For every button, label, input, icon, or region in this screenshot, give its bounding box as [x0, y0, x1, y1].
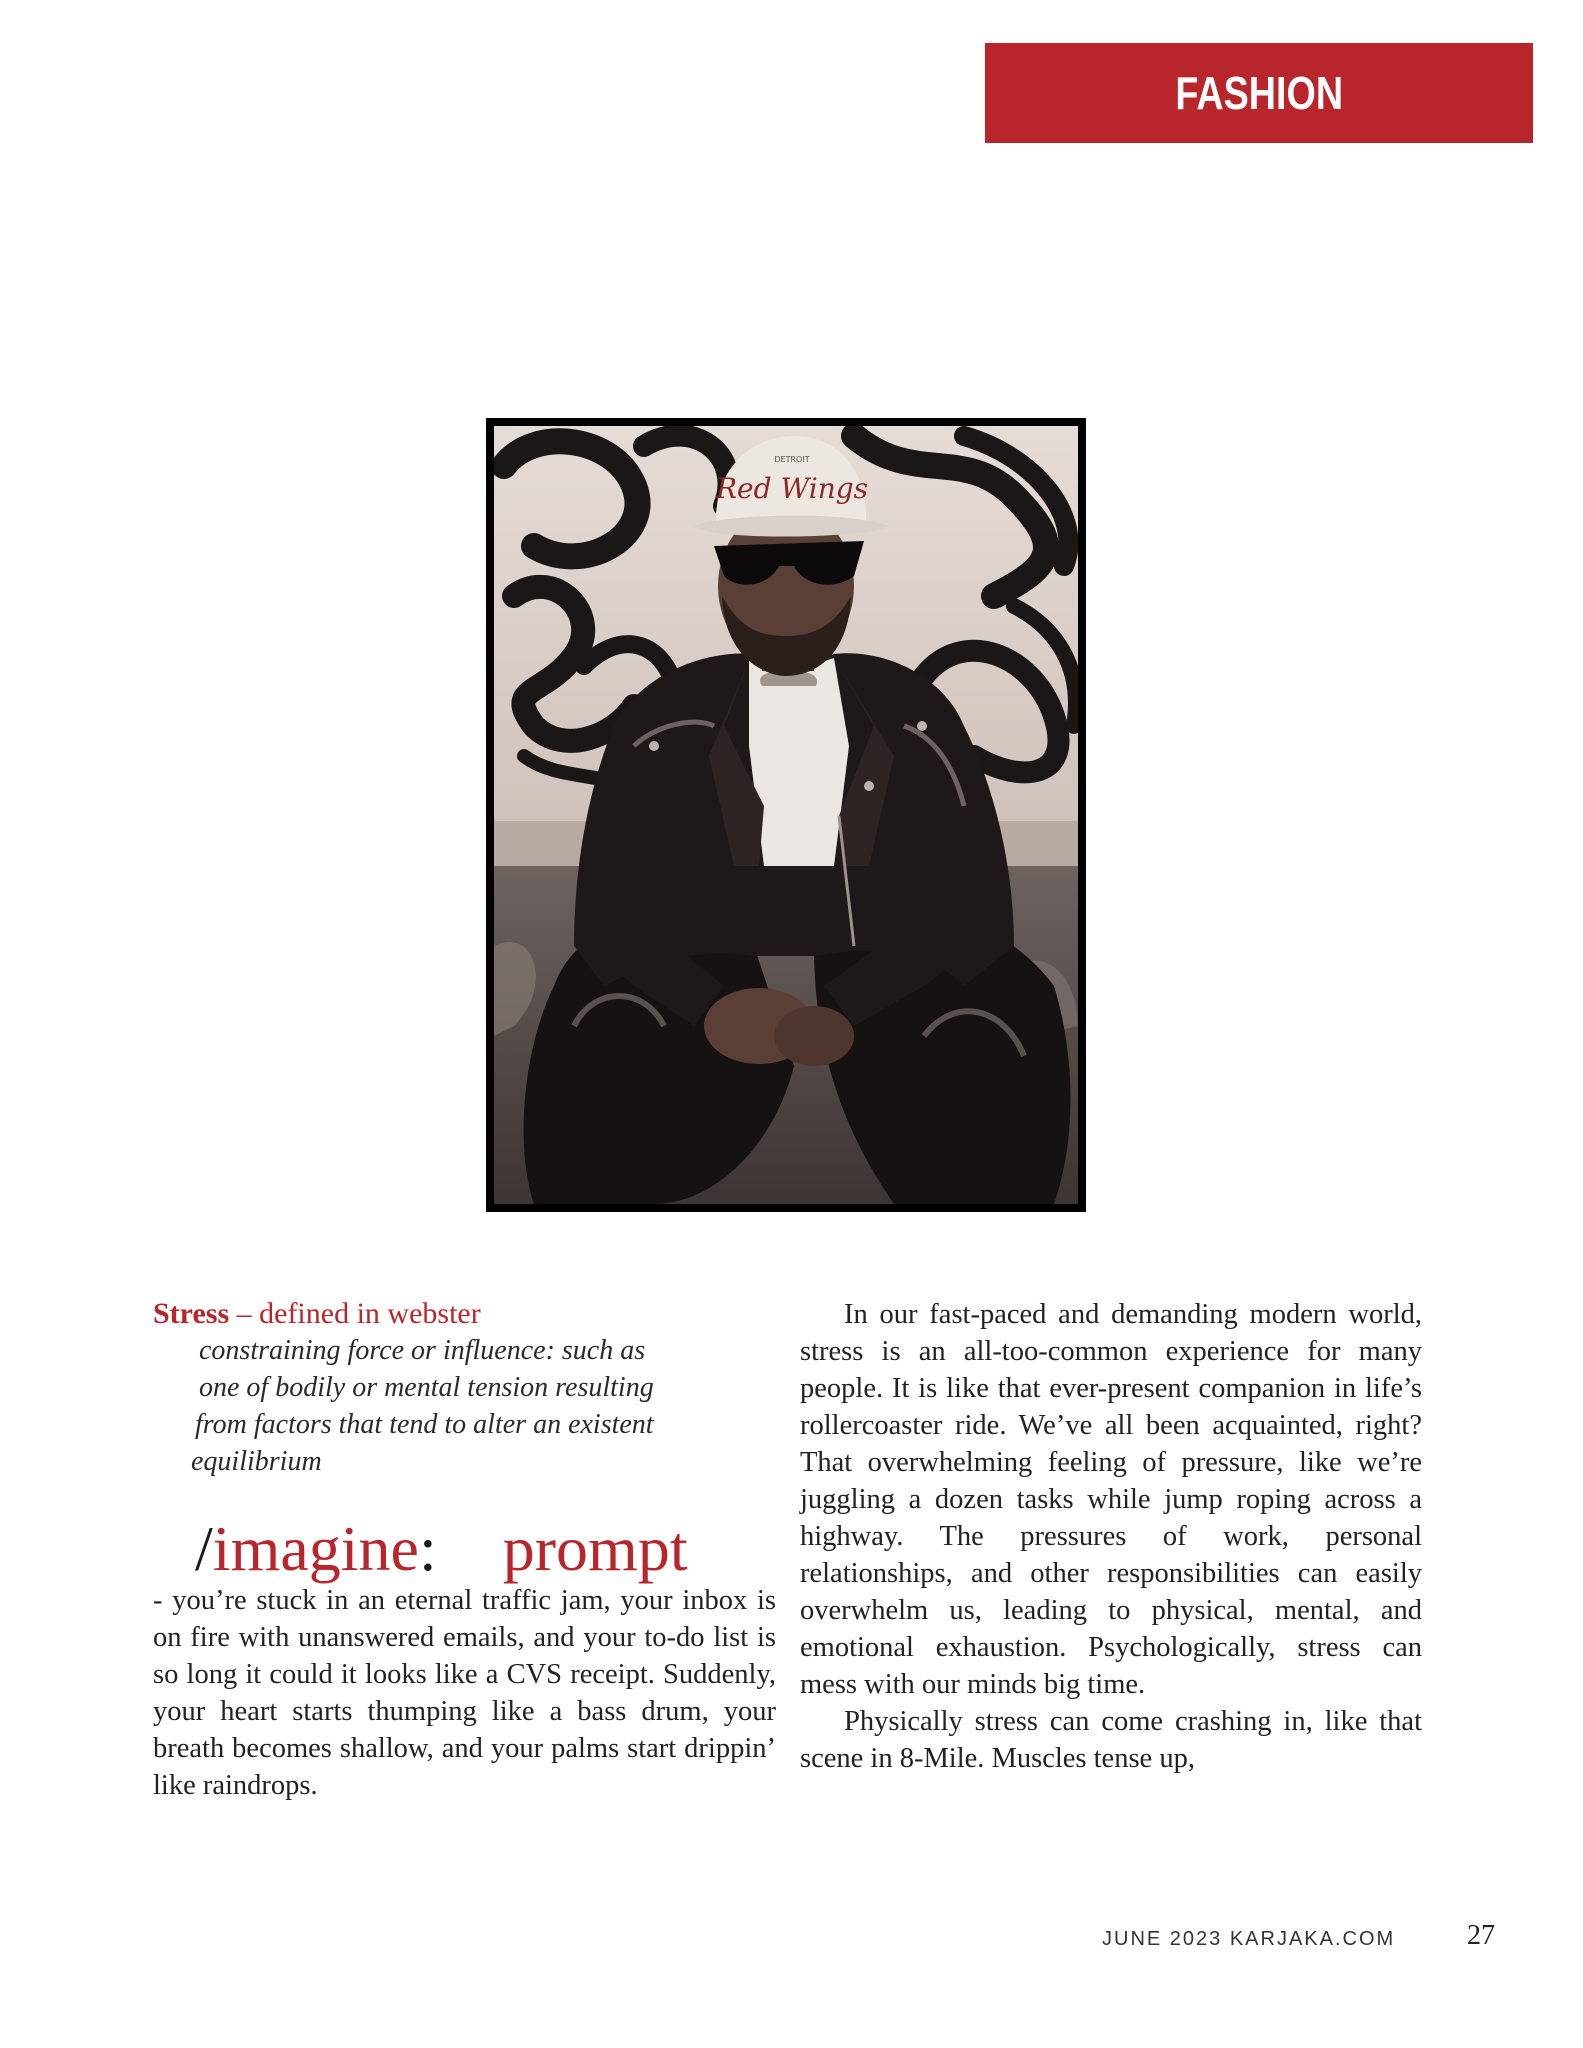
definition-term: Stress: [153, 1297, 230, 1330]
cap-small-text: DETROIT: [774, 455, 810, 464]
cap-logo-text: Red Wings: [715, 472, 869, 505]
section-label: FASHION: [1175, 67, 1343, 119]
definition-heading: [153, 1296, 776, 1332]
portrait-photo: [486, 418, 1086, 1212]
portrait-image: [494, 426, 1078, 1204]
definition-line: constraining force or influence: such as: [199, 1335, 646, 1366]
right-body-paragraph-1: In our fast-paced and demanding modern world, stress is an all-too-common experience for many people. It is like that ever-present companion in life’s rollercoaster ride. We’ve all been acquainted, right? That overwhelming feeling of pressure, like we’re juggling a dozen tasks while jump roping across a highway. The pressures of work, personal relationships, and other responsibilities can easily overwhelm us, leading to physical, mental, and emotional exhaustion. Psychologically, stress can mess with our minds big time.: [800, 1299, 1422, 1700]
definition-source: – defined in webster: [229, 1297, 481, 1330]
definition-text: [153, 1332, 776, 1480]
right-column: [800, 1296, 1422, 1777]
definition-line: one of bodily or mental tension resulting: [199, 1372, 654, 1403]
definition-line: from factors that tend to alter an existent: [195, 1409, 654, 1440]
prompt-word-imagine: imagine: [212, 1513, 419, 1584]
right-body-paragraph-2: Physically stress can come crashing in, like that scene in 8-Mile. Muscles tense up,: [800, 1706, 1422, 1774]
section-tab: [985, 43, 1533, 143]
prompt-word-prompt: prompt: [502, 1513, 688, 1584]
prompt-colon: :: [418, 1513, 437, 1584]
definition-line: equilibrium: [191, 1446, 322, 1477]
page-number: 27: [1467, 1920, 1495, 1951]
left-body-paragraph: - you’re stuck in an eternal traffic jam, your inbox is on fire with unanswered emails, and your to-do list is so long it could it looks like a CVS receipt. Suddenly, your heart starts thumping like a bass drum, your breath becomes shallow, and your palms start drippin’ like raindrops.: [153, 1585, 776, 1801]
left-column: [153, 1296, 776, 1804]
prompt-heading: [153, 1513, 776, 1584]
prompt-slash: /: [195, 1513, 213, 1584]
footer-issue: JUNE 2023 KARJAKA.COM: [1102, 1928, 1396, 1950]
